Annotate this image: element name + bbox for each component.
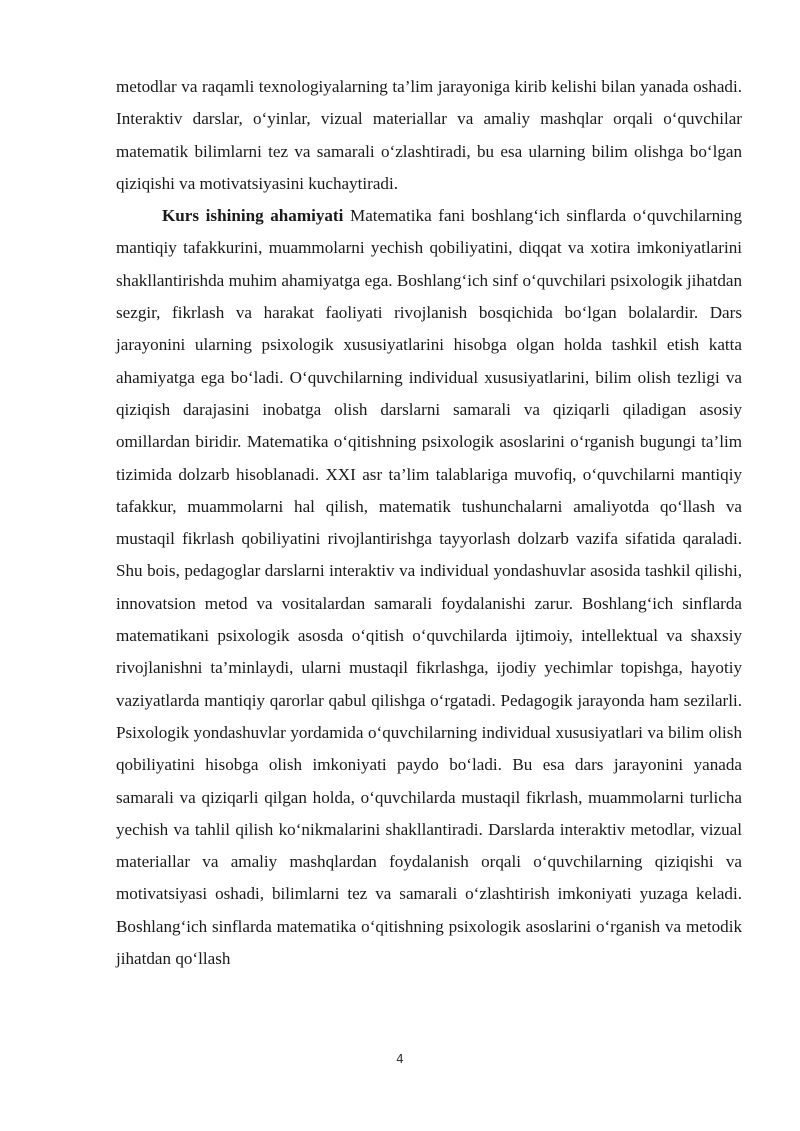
paragraph-continuation: metodlar va raqamli texnologiyalarning ta’lim jarayoniga kirib kelishi bilan yanada oshadi. Interaktiv darslar, o‘yinlar, vizual materiallar va amaliy mashqlar orqali o‘quvchilar matematik bilimlarni tez va samarali o‘zlashtiradi, bu esa ularning bilim olishga bo‘lgan qiziqishi va motivatsiyasini kuchaytiradi. [116,77,742,193]
paragraph-heading: Kurs ishining ahamiyati [162,206,344,226]
body-text [116,71,742,975]
page-number: 4 [396,1052,404,1066]
paragraph-kurs-ishining-ahamiyati [116,200,742,975]
paragraph-body: Matematika fani boshlang‘ich sinflarda o‘quvchilarning mantiqiy tafakkurini, muammolarni yechish qobiliyatini, diqqat va xotira imkoniyatlarini shakllantirishda muhim ahamiyatga ega. Boshlang‘ich sinf o‘quvchilari psixologik jihatdan sezgir, fikrlash va harakat faoliyati rivojlanish bosqichida bo‘lgan bolalardir. Dars jarayonini ularning psixologik xususiyatlarini hisobga olgan holda tashkil etish katta ahamiyatga ega bo‘ladi. O‘quvchilarning individual xususiyatlarini, bilim olish tezligi va qiziqish darajasini inobatga olish darslarni samarali va qiziqarli qiladigan asosiy omillardan biridir. Matematika o‘qitishning psixologik asoslarini o‘rganish bugungi ta’lim tizimida dolzarb hisoblanadi. XXI asr ta’lim talablariga muvofiq, o‘quvchilarni mantiqiy tafakkur, muammolarni hal qilish, matematik tushunchalarni amaliyotda qo‘llash va mustaqil fikrlash qobiliyatini rivojlantirishga tayyorlash dolzarb vazifa sifatida qaraladi. Shu bois, pedagoglar darslarni interaktiv va individual yondashuvlar asosida tashkil qilishi, innovatsion metod va vositalardan samarali foydalanishi zarur. Boshlang‘ich sinflarda matematikani psixologik asosda o‘qitish o‘quvchilarda ijtimoiy, intellektual va shaxsiy rivojlanishni ta’minlaydi, ularni mustaqil fikrlashga, ijodiy yechimlar topishga, hayotiy vaziyatlarda mantiqiy qarorlar qabul qilishga o‘rgatadi. Pedagogik jarayonda ham sezilarli. Psixologik yondashuvlar yordamida o‘quvchilarning individual xususiyatlari va bilim olish qobiliyatini hisobga olish imkoniyati paydo bo‘ladi. Bu esa dars jarayonini yanada samarali va qiziqarli qilgan holda, o‘quvchilarda mustaqil fikrlash, muammolarni turlicha yechish va tahlil qilish ko‘nikmalarini shakllantiradi. Darslarda interaktiv metodlar, vizual materiallar va amaliy mashqlardan foydalanish orqali o‘quvchilarning qiziqishi va motivatsiyasi oshadi, bilimlarni tez va samarali o‘zlashtirish imkoniyati yuzaga keladi. Boshlang‘ich sinflarda matematika o‘qitishning psixologik asoslarini o‘rganish va metodik jihatdan qo‘llash [116,206,742,969]
